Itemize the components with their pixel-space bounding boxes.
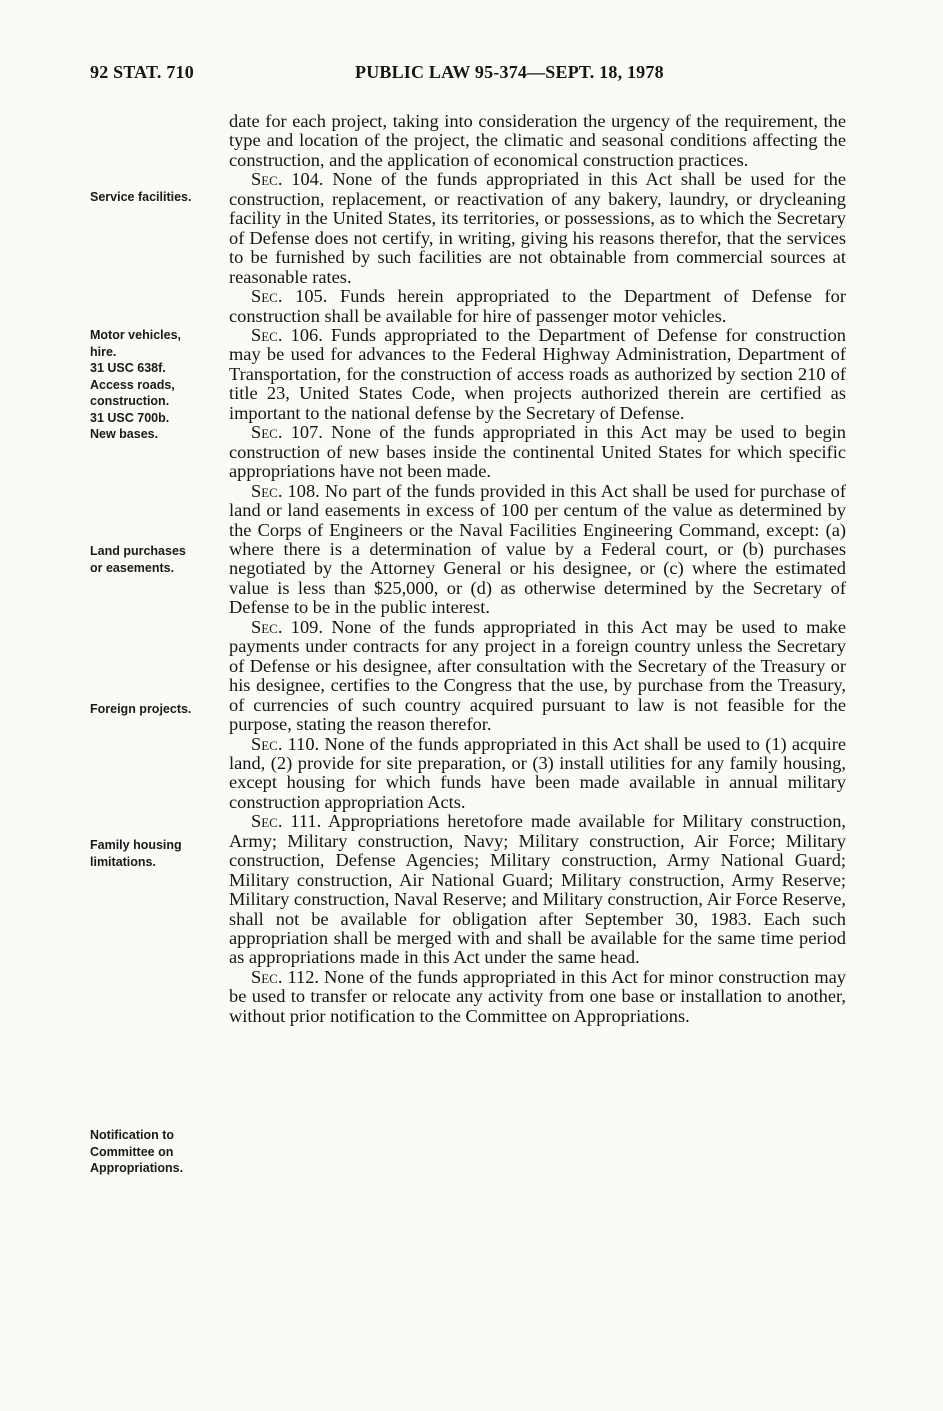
section-number: Sec. 108. <box>251 480 320 501</box>
section-111 <box>229 812 846 968</box>
running-head: PUBLIC LAW 95-374—SEPT. 18, 1978 <box>355 62 664 82</box>
margin-note-line: Appropriations. <box>90 1161 184 1175</box>
section-109 <box>229 618 846 735</box>
margin-note-service-facilities <box>90 189 220 206</box>
margin-note-family-housing <box>90 837 220 870</box>
margin-note-line: Land purchases <box>90 544 186 558</box>
section-106 <box>229 326 846 423</box>
section-number: Sec. 110. <box>251 733 320 754</box>
section-number: Sec. 107. <box>251 422 323 443</box>
margin-note-line: hire. <box>90 344 117 359</box>
section-104 <box>229 170 846 287</box>
margin-note-line: Service facilities. <box>90 190 192 204</box>
stat-page-number: 92 STAT. 710 <box>90 62 194 82</box>
margin-note-line: Access roads, <box>90 377 175 392</box>
paragraph-text: None of the funds appropriated in this Act may be used to begin construction of new bases inside the continental United States for which specific appropriations have not been made. <box>229 422 846 482</box>
margin-note-line: Committee on <box>90 1144 174 1159</box>
paragraph-text: Funds herein appropriated to the Department of Defense for construction shall be available for hire of passenger motor vehicles. <box>229 286 846 326</box>
section-number: Sec. 105. <box>251 286 328 307</box>
paragraph-text: Funds appropriated to the Department of Defense for construction may be used for advances to the Federal Highway Administration, Department of Transportation, for the construction of access roads as authorized by section 210 of title 23, United States Code, when projects authorized therein are certified as important to the national defense by the Secretary of Defense. <box>229 324 847 423</box>
section-107 <box>229 423 846 481</box>
margin-note-motor-vehicles <box>90 327 220 443</box>
section-110 <box>229 735 846 813</box>
margin-note-line: Motor vehicles, <box>90 328 181 342</box>
section-number: Sec. 112. <box>251 966 320 987</box>
paragraph-text: None of the funds appropriated in this Act shall be used to (1) acquire land, (2) provide for site preparation, or (3) install utilities for any family housing, except housing for which funds have been made available in annual military construction appropriation Acts. <box>229 733 846 812</box>
section-number: Sec. 104. <box>251 169 324 190</box>
section-number: Sec. 111. <box>251 811 322 832</box>
paragraph-text: Appropriations heretofore made available for Military construction, Army; Military construction, Navy; Military construction, Air Force; Military construction, Defense Agencies; Military construction, Army National Guard; Military construction, Air National Guard; Military construction, Army Reserve; Military construction, Naval Reserve; and Military construction, Air Force Reserve, shall not be available for obligation after September 30, 1983. Each such appropriation shall be merged with and shall be available for the same time period as appropriations made in this Act under the same head. <box>229 811 846 968</box>
margin-note-land-purchases <box>90 543 220 576</box>
paragraph-continuation <box>229 112 846 170</box>
margin-note-line: or easements. <box>90 560 175 575</box>
section-108 <box>229 482 846 618</box>
paragraph-text: None of the funds appropriated in this Act may be used to make payments under contracts for any project in a foreign country unless the Secretary of Defense or his designee, after consultation with the Secretary of the Treasury or his designee, certifies to the Congress that the use, by purchase from the Treasury, of currencies of such country acquired pursuant to law is not feasible for the purpose, stating the reason therefor. <box>229 616 847 735</box>
margin-note-line: 31 USC 700b. <box>90 410 170 425</box>
paragraph-text: No part of the funds provided in this Act shall be used for purchase of land or land easements in excess of 100 per centum of the value as determined by the Corps of Engineers or the Naval Facilities Engineering Command, except: (a) where there is a determination of value by a Federal court, or (b) purchases negotiated by the Attorney General or his designee, or (c) where the estimated value is less than $25,000, or (d) as otherwise determined by the Secretary of Defense to be in the public interest. <box>229 480 846 618</box>
section-112 <box>229 968 846 1026</box>
margin-note-line: construction. <box>90 394 170 408</box>
paragraph-text: None of the funds appropriated in this Act shall be used for the construction, replacement, or reactivation of any bakery, laundry, or drycleaning facility in the United States, its territories, or possessions, as to which the Secretary of Defense does not certify, in writing, giving his reasons therefor, that the services to be furnished by such facilities are not obtainable from commercial sources at reasonable rates. <box>229 169 846 287</box>
margin-note-line: limitations. <box>90 854 156 869</box>
margin-note-line: New bases. <box>90 427 159 441</box>
paragraph-text: None of the funds appropriated in this Act for minor construction may be used to transfer or relocate any activity from one base or installation to another, without prior notification to the Committee on Appropriations. <box>229 966 846 1026</box>
margin-note-line: Notification to <box>90 1128 175 1142</box>
margin-note-line: Family housing <box>90 838 182 852</box>
paragraph-text: date for each project, taking into consideration the urgency of the requirement, the type and location of the project, the climatic and seasonal conditions affecting the construction, and the application of economical construction practices. <box>229 111 846 170</box>
margin-note-line: Foreign projects. <box>90 702 192 716</box>
margin-note-line: 31 USC 638f. <box>90 361 166 375</box>
section-105 <box>229 287 846 326</box>
body-text <box>229 112 846 1026</box>
section-number: Sec. 109. <box>251 616 323 637</box>
margin-note-notification <box>90 1127 220 1177</box>
margin-note-foreign-projects <box>90 701 220 718</box>
section-number: Sec. 106. <box>251 324 323 345</box>
